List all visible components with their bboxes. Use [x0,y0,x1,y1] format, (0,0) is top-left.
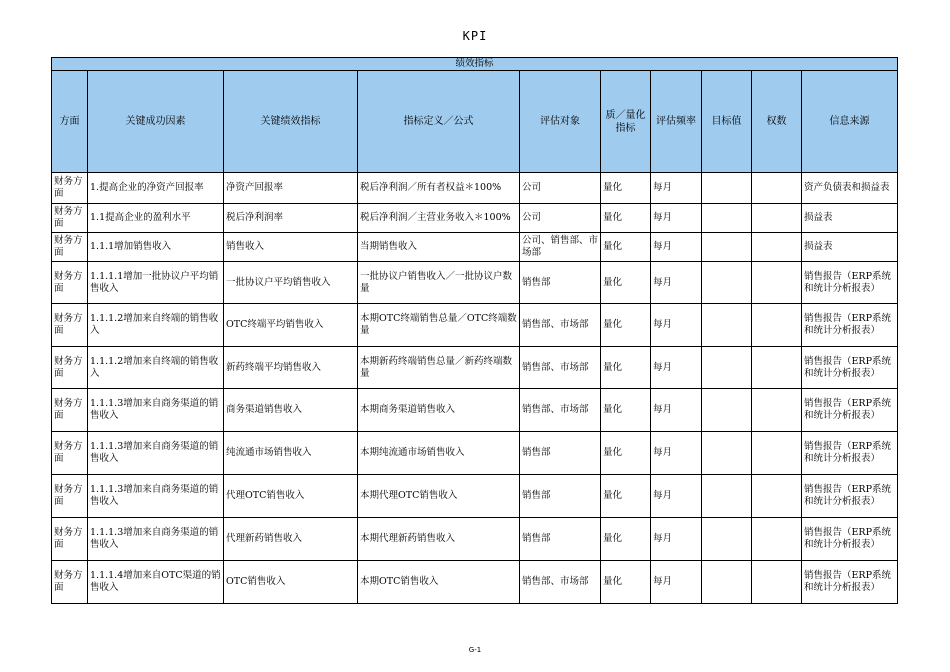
goal-cell [702,304,752,347]
table-row [52,518,898,561]
band-title: 绩效指标 [52,58,898,71]
freq-cell: 每月 [651,561,702,604]
freq-cell: 每月 [651,173,702,204]
definition-cell: 本期代理OTC销售收入 [358,475,520,518]
qual-cell: 量化 [601,561,651,604]
qual-cell: 量化 [601,204,651,233]
target-cell: 销售部 [520,475,601,518]
aspect-cell: 财务方面 [52,561,88,604]
goal-cell [702,233,752,262]
definition-cell: 本期商务渠道销售收入 [358,389,520,432]
aspect-cell: 财务方面 [52,475,88,518]
aspect-cell: 财务方面 [52,233,88,262]
aspect-cell: 财务方面 [52,304,88,347]
kpi-cell: 净资产回报率 [224,173,358,204]
qual-cell: 量化 [601,432,651,475]
qual-cell: 量化 [601,262,651,304]
source-cell: 销售报告（ERP系统和统计分析报表） [802,262,898,304]
qual-cell: 量化 [601,518,651,561]
source-cell: 损益表 [802,233,898,262]
column-header: 关键成功因素 [88,71,224,173]
weight-cell [752,561,802,604]
freq-cell: 每月 [651,432,702,475]
target-cell: 公司 [520,204,601,233]
source-cell: 损益表 [802,204,898,233]
table-row [52,347,898,389]
factor-cell: 1.1.1.3增加来自商务渠道的销售收入 [88,475,224,518]
kpi-cell: OTC销售收入 [224,561,358,604]
weight-cell [752,262,802,304]
definition-cell: 税后净利润／主营业务收入＊100% [358,204,520,233]
table-body [52,173,898,604]
page-title: KPI [462,29,488,43]
target-cell: 销售部 [520,262,601,304]
header-row [52,71,898,173]
kpi-cell: 代理OTC销售收入 [224,475,358,518]
freq-cell: 每月 [651,347,702,389]
freq-cell: 每月 [651,518,702,561]
kpi-cell: 新药终端平均销售收入 [224,347,358,389]
source-cell: 销售报告（ERP系统和统计分析报表） [802,561,898,604]
qual-cell: 量化 [601,173,651,204]
weight-cell [752,389,802,432]
column-header: 信息来源 [802,71,898,173]
aspect-cell: 财务方面 [52,204,88,233]
kpi-cell: 纯流通市场销售收入 [224,432,358,475]
definition-cell: 一批协议户销售收入／一批协议户数量 [358,262,520,304]
source-cell: 销售报告（ERP系统和统计分析报表） [802,347,898,389]
kpi-cell: OTC终端平均销售收入 [224,304,358,347]
column-header: 指标定义／公式 [358,71,520,173]
qual-cell: 量化 [601,233,651,262]
source-cell: 销售报告（ERP系统和统计分析报表） [802,518,898,561]
aspect-cell: 财务方面 [52,432,88,475]
table-row [52,561,898,604]
target-cell: 销售部、市场部 [520,389,601,432]
goal-cell [702,173,752,204]
target-cell: 销售部、市场部 [520,561,601,604]
table-row [52,173,898,204]
target-cell: 销售部、市场部 [520,347,601,389]
factor-cell: 1.1.1.2增加来自终端的销售收入 [88,347,224,389]
goal-cell [702,432,752,475]
definition-cell: 税后净利润／所有者权益＊100% [358,173,520,204]
qual-cell: 量化 [601,389,651,432]
kpi-cell: 税后净利润率 [224,204,358,233]
freq-cell: 每月 [651,233,702,262]
freq-cell: 每月 [651,475,702,518]
goal-cell [702,475,752,518]
aspect-cell: 财务方面 [52,262,88,304]
weight-cell [752,204,802,233]
definition-cell: 本期OTC销售收入 [358,561,520,604]
aspect-cell: 财务方面 [52,347,88,389]
factor-cell: 1.1提高企业的盈利水平 [88,204,224,233]
definition-cell: 本期代理新药销售收入 [358,518,520,561]
factor-cell: 1.1.1.3增加来自商务渠道的销售收入 [88,518,224,561]
kpi-table [51,57,898,604]
qual-cell: 量化 [601,347,651,389]
goal-cell [702,347,752,389]
qual-cell: 量化 [601,475,651,518]
goal-cell [702,262,752,304]
qual-cell: 量化 [601,304,651,347]
source-cell: 销售报告（ERP系统和统计分析报表） [802,475,898,518]
goal-cell [702,518,752,561]
target-cell: 销售部 [520,432,601,475]
column-header: 评估对象 [520,71,601,173]
factor-cell: 1.1.1.2增加来自终端的销售收入 [88,304,224,347]
table-row [52,432,898,475]
freq-cell: 每月 [651,389,702,432]
page-footer: G-1 [468,646,482,654]
factor-cell: 1.1.1增加销售收入 [88,233,224,262]
factor-cell: 1.提高企业的净资产回报率 [88,173,224,204]
factor-cell: 1.1.1.3增加来自商务渠道的销售收入 [88,432,224,475]
factor-cell: 1.1.1.4增加来自OTC渠道的销售收入 [88,561,224,604]
target-cell: 公司 [520,173,601,204]
kpi-cell: 一批协议户平均销售收入 [224,262,358,304]
table-row [52,389,898,432]
target-cell: 销售部 [520,518,601,561]
source-cell: 资产负债表和损益表 [802,173,898,204]
table-row [52,233,898,262]
source-cell: 销售报告（ERP系统和统计分析报表） [802,389,898,432]
aspect-cell: 财务方面 [52,389,88,432]
weight-cell [752,518,802,561]
definition-cell: 本期新药终端销售总量／新药终端数量 [358,347,520,389]
kpi-cell: 代理新药销售收入 [224,518,358,561]
source-cell: 销售报告（ERP系统和统计分析报表） [802,304,898,347]
aspect-cell: 财务方面 [52,518,88,561]
target-cell: 公司、销售部、市场部 [520,233,601,262]
definition-cell: 本期纯流通市场销售收入 [358,432,520,475]
weight-cell [752,233,802,262]
aspect-cell: 财务方面 [52,173,88,204]
table-row [52,204,898,233]
definition-cell: 当期销售收入 [358,233,520,262]
definition-cell: 本期OTC终端销售总量／OTC终端数量 [358,304,520,347]
kpi-cell: 销售收入 [224,233,358,262]
weight-cell [752,475,802,518]
column-header: 目标值 [702,71,752,173]
column-header: 权数 [752,71,802,173]
factor-cell: 1.1.1.3增加来自商务渠道的销售收入 [88,389,224,432]
table-row [52,262,898,304]
column-header: 评估频率 [651,71,702,173]
column-header: 质／量化指标 [601,71,651,173]
goal-cell [702,389,752,432]
table-row [52,304,898,347]
table-row [52,475,898,518]
goal-cell [702,561,752,604]
goal-cell [702,204,752,233]
source-cell: 销售报告（ERP系统和统计分析报表） [802,432,898,475]
factor-cell: 1.1.1.1增加一批协议户平均销售收入 [88,262,224,304]
freq-cell: 每月 [651,262,702,304]
weight-cell [752,304,802,347]
weight-cell [752,173,802,204]
column-header: 关键绩效指标 [224,71,358,173]
target-cell: 销售部、市场部 [520,304,601,347]
column-header: 方面 [52,71,88,173]
freq-cell: 每月 [651,304,702,347]
freq-cell: 每月 [651,204,702,233]
kpi-cell: 商务渠道销售收入 [224,389,358,432]
weight-cell [752,432,802,475]
weight-cell [752,347,802,389]
